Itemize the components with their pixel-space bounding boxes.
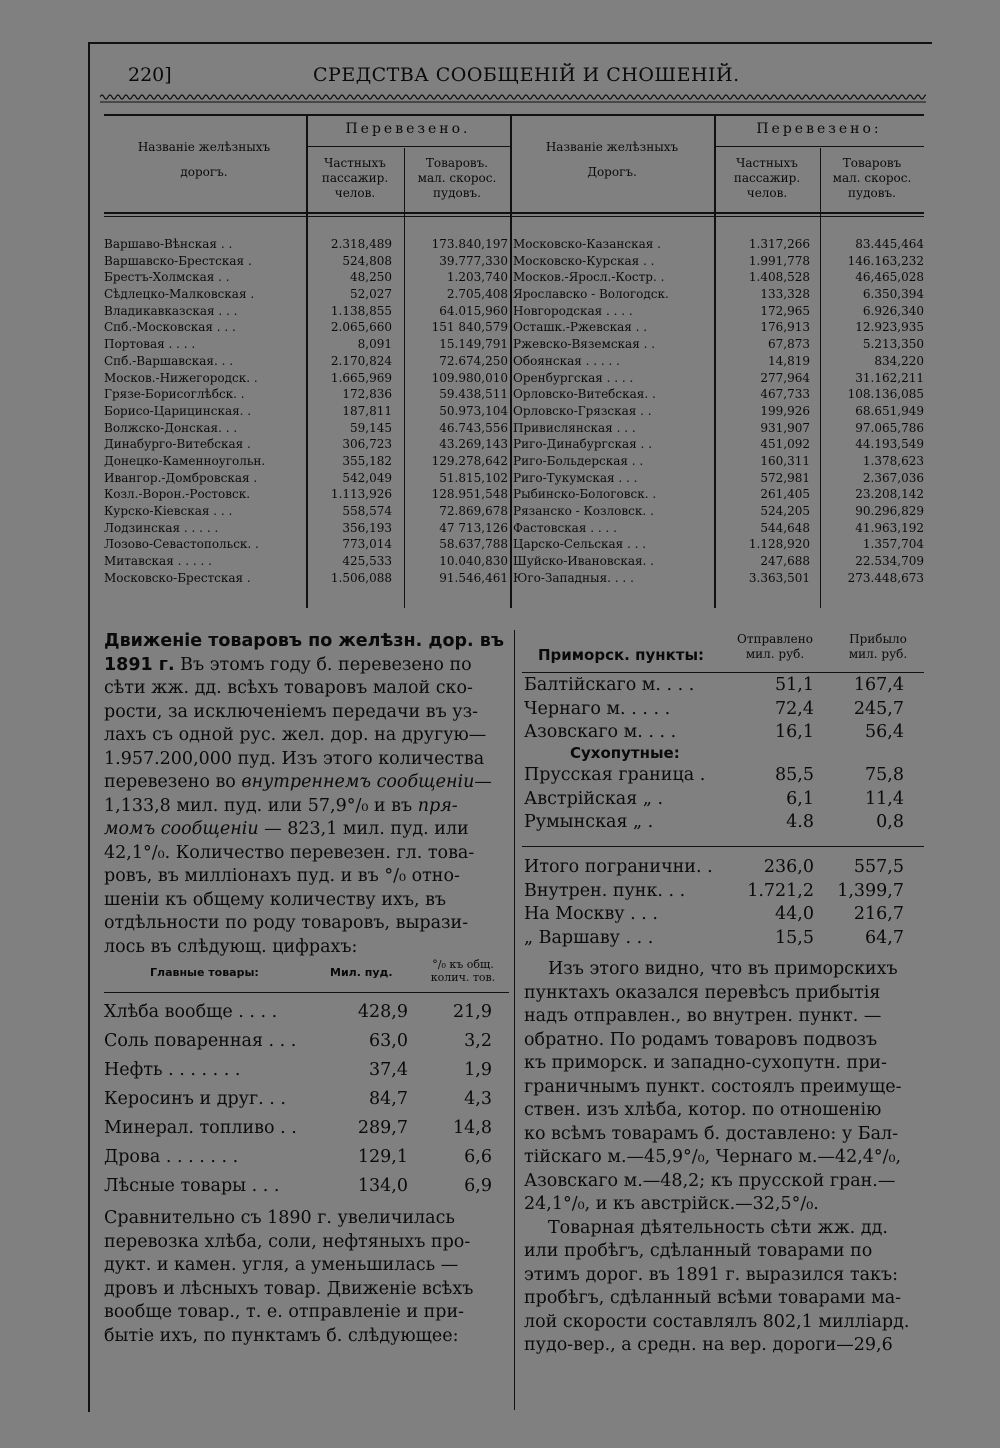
railway-name: Лозово-Севастопольск. . [104, 537, 259, 552]
railway-name: Ярославско - Вологодск. [513, 287, 669, 302]
cell: 6,1 [786, 788, 814, 809]
passenger-count: 773,014 [342, 537, 392, 552]
railway-name: Юго-Западныя. . . . [513, 570, 634, 585]
goods-count: 109.980,010 [431, 370, 508, 385]
header-line: пассажир. [321, 171, 389, 185]
cell: 245,7 [853, 698, 904, 719]
cell: 134,0 [357, 1176, 408, 1196]
passenger-count: 425,533 [342, 554, 392, 569]
text-line: Изъ этого видно, что въ приморскихъ [548, 959, 898, 979]
goods-count: 15.149,791 [439, 337, 508, 352]
railway-name: Москов.-Яросл.-Костр. . [513, 270, 665, 285]
cell: Соль поваренная . . . [104, 1031, 297, 1051]
header-line: колич. тов. [430, 971, 496, 984]
goods-count: 72.869,678 [439, 504, 508, 518]
text-line: бытіе ихъ, по пунктамъ б. слѣдующее: [104, 1325, 459, 1346]
section-heading: Движеніе товаровъ по желѣзн. дор. въ [104, 631, 505, 651]
text-line: отдѣльности по роду товаровъ, вырази- [104, 913, 469, 933]
goods-count: 68.651,949 [855, 403, 924, 418]
header-line: Отправлено [736, 632, 813, 646]
header-line: Дорогъ. [587, 165, 637, 179]
goods-count: 173.840,197 [431, 237, 508, 251]
passenger-count: 176,913 [760, 320, 810, 335]
header-line: Названіе желѣзныхъ [545, 140, 679, 154]
passenger-count: 2.170,824 [330, 353, 392, 368]
points-header: Приморск. пункты: [538, 646, 705, 664]
wavy-rule [100, 92, 926, 104]
header-line: мал. скорос. [417, 171, 497, 185]
passenger-count: 160,311 [760, 453, 810, 468]
passenger-count: 1.113,926 [330, 487, 392, 502]
text-line: граничнымъ пункт. состоялъ преимуще- [524, 1076, 902, 1097]
text-line: Въ этомъ году б. перевезено по [174, 654, 472, 675]
passenger-count: 48,250 [350, 270, 392, 285]
railway-name: Шуйско-Ивановская. . [513, 554, 654, 569]
goods-row [104, 1056, 509, 1085]
right-col1-header [714, 156, 820, 201]
railway-name: Орловско-Грязская . . [513, 403, 652, 418]
left-railway-names [104, 236, 304, 586]
page-number: 220] [128, 64, 172, 86]
goods-count: 273.448,673 [847, 570, 924, 585]
railway-name: Варшаво-Вѣнская . . [104, 237, 233, 251]
header-line: Товаровъ. [425, 156, 489, 170]
cell: 15,5 [775, 927, 814, 948]
cell: Австрійская „ . [524, 788, 664, 809]
cell: 21,9 [453, 1002, 492, 1022]
header-line: Частныхъ [736, 156, 798, 170]
text-line: дровъ и лѣсныхъ товар. Движеніе всѣхъ [104, 1278, 474, 1299]
cell: 51,1 [775, 675, 814, 695]
passenger-count: 524,808 [342, 253, 392, 268]
header-line: челов. [746, 186, 788, 200]
header-line: Частныхъ [324, 156, 386, 170]
text-line: лось въ слѣдующ. цифрахъ: [104, 936, 358, 957]
railway-name: Грязе-Борисоглѣбск. . [104, 387, 245, 402]
railway-name: Портовая . . . . [104, 337, 196, 352]
goods-count: 1.357,704 [862, 537, 924, 552]
cell: Балтійскаго м. . . . [524, 675, 695, 695]
text-line: 24,1°/₀, и къ австрійск.—32,5°/₀. [524, 1194, 819, 1214]
goods-count: 1.378,623 [862, 453, 924, 468]
goods-count: 90.296,829 [855, 504, 924, 518]
goods-count: 64.015,960 [439, 303, 508, 318]
goods-count: 46.743,556 [439, 420, 508, 435]
cell: 0,8 [876, 812, 904, 832]
goods-count: 2.367,036 [862, 470, 924, 485]
cell: 44,0 [775, 904, 814, 924]
goods-count: 6.926,340 [862, 303, 924, 318]
passenger-count: 1.408,528 [748, 270, 810, 285]
railway-name: Новгородская . . . . [513, 303, 633, 318]
left-name-header [104, 140, 304, 180]
cell: 63,0 [369, 1031, 408, 1051]
railway-name: Курско-Кіевская . . . [104, 504, 233, 518]
cell: Керосинъ и друг. . . [104, 1089, 286, 1109]
goods-count: 6.350,394 [862, 287, 924, 302]
cell: Азовскаго м. . . . [524, 722, 677, 742]
goods-count: 10.040,830 [439, 554, 508, 569]
railway-name: Московско-Казанская . [513, 237, 661, 251]
text-line: надъ отправлен., во внутрен. пункт. — [524, 1006, 882, 1026]
passenger-count: 542,049 [342, 470, 392, 485]
passenger-count: 467,733 [760, 387, 810, 402]
goods-count: 1.203,740 [446, 270, 508, 285]
goods-header-pct [418, 958, 508, 984]
point-row [524, 674, 924, 698]
points-col2-header [828, 632, 928, 662]
passenger-count: 1.991,778 [748, 253, 810, 268]
cell: 557,5 [853, 857, 904, 877]
points-col1-header [720, 632, 830, 662]
text-line: Азовскаго м.—48,2; къ прусской гран.— [524, 1170, 896, 1191]
point-row [524, 903, 924, 927]
goods-count: 51.815,102 [439, 470, 508, 485]
text-line: этимъ дорог. въ 1891 г. выразился такъ: [524, 1264, 898, 1285]
passenger-count: 558,574 [342, 504, 392, 518]
goods-count: 47 713,126 [439, 520, 508, 535]
railway-name: Волжско-Донская. . . [104, 420, 238, 435]
text-line: пробѣгъ, сдѣланный всѣми товарами ма- [524, 1288, 902, 1308]
goods-count: 129.278,642 [431, 453, 508, 468]
cell: 14,8 [453, 1118, 492, 1138]
right-name-header [512, 140, 712, 180]
railway-name: Московско-Курская . . [513, 253, 655, 268]
goods-count: 91.546,461 [439, 570, 508, 585]
goods-row [104, 998, 509, 1027]
goods-count: 72.674,250 [439, 353, 508, 368]
text-fragment: — [474, 772, 492, 792]
cell: 4,3 [464, 1089, 492, 1109]
left-col2-header [404, 156, 510, 201]
railway-name: Лодзинская . . . . . [104, 520, 219, 535]
passenger-count: 14,819 [768, 353, 810, 368]
cell: Нефть . . . . . . . [104, 1060, 241, 1080]
goods-count: 146.163,232 [847, 253, 924, 268]
goods-count: 12.923,935 [855, 320, 924, 335]
cell: 75,8 [865, 765, 904, 785]
goods-count: 834,220 [874, 353, 924, 368]
page-header [128, 64, 918, 92]
text-line: ствен. изъ хлѣба, котор. по отношенію [524, 1100, 882, 1120]
railway-name: Ивангор.-Домбровская . [104, 470, 258, 485]
left-col1-header [306, 156, 404, 201]
text-line: перевозка хлѣба, соли, нефтяныхъ про- [104, 1231, 471, 1252]
railway-name: Москов.-Нижегородск. . [104, 370, 258, 385]
goods-row [104, 1143, 509, 1172]
passenger-count: 355,182 [342, 453, 392, 468]
text-line: обратно. По родамъ товаровъ подвозъ [524, 1029, 878, 1050]
cell: 3,2 [464, 1031, 492, 1051]
right-col2-header [820, 156, 924, 201]
text-line: къ приморск. и западно-сухопутн. при- [524, 1053, 887, 1073]
passenger-count: 1.506,088 [330, 570, 392, 585]
cell: 56,4 [865, 722, 904, 742]
left-column-text-2 [104, 1207, 509, 1348]
cell: 37,4 [369, 1060, 408, 1080]
point-row [524, 764, 924, 788]
goods-count: 2.705,408 [446, 287, 508, 302]
goods-row [104, 1172, 509, 1201]
cell: 1,399,7 [837, 880, 904, 901]
railway-name: Спб.-Московская . . . [104, 320, 236, 335]
cell: Прусская граница . [524, 765, 706, 785]
goods-count: 83.445,464 [855, 237, 924, 251]
passenger-count: 172,965 [760, 303, 810, 318]
goods-count: 97.065,786 [855, 420, 924, 435]
passenger-count: 306,723 [342, 437, 392, 452]
passenger-count: 8,091 [357, 337, 392, 352]
passenger-count: 67,873 [768, 337, 810, 352]
text-line: Товарная дѣятельность сѣти жж. дд. [548, 1217, 888, 1238]
passenger-count: 356,193 [342, 520, 392, 535]
goods-rows [104, 998, 509, 1201]
text-line: пунктахъ оказался перевѣсъ прибытія [524, 982, 881, 1003]
passenger-count: 2.318,489 [330, 237, 392, 251]
goods-count: 41.963,192 [855, 520, 924, 535]
railway-name: Риго-Тукумская . . . [513, 470, 638, 485]
right-column-text [524, 958, 926, 1358]
text-line: тійскаго м.—45,9°/₀, Чернаго м.—42,4°/₀, [524, 1147, 902, 1167]
cell: 84,7 [369, 1089, 408, 1109]
railway-name: Московско-Брестская . [104, 570, 251, 585]
header-line: мил. руб. [848, 647, 908, 661]
cell: 216,7 [853, 904, 904, 924]
left-passengers [306, 236, 392, 586]
cell: 85,5 [775, 765, 814, 785]
point-row [524, 811, 924, 835]
point-row [524, 788, 924, 812]
railway-name: Донецко-Каменноугольн. [104, 453, 266, 468]
cell: „ Варшаву . . . [524, 927, 654, 948]
land-points-header: Сухопутные: [570, 744, 680, 762]
passenger-count: 544,648 [760, 520, 810, 535]
header-line: пудовъ. [848, 186, 896, 200]
goods-count: 50.973,104 [439, 403, 508, 418]
header-line: пассажир. [733, 171, 801, 185]
goods-count: 23.208,142 [855, 487, 924, 502]
passenger-count: 524,205 [760, 504, 810, 518]
railway-name: Владикавказская . . . [104, 303, 238, 318]
passenger-count: 277,964 [760, 370, 810, 385]
page-title: СРЕДСТВА СООБЩЕНІЙ И СНОШЕНІЙ. [313, 64, 740, 86]
header-line: °/₀ къ общ. [432, 958, 494, 971]
cell: 64,7 [865, 927, 904, 948]
right-goods [820, 236, 924, 586]
text-line: дукт. и камен. угля, а уменьшилась — [104, 1255, 459, 1275]
cell: Румынская „ . [524, 812, 654, 832]
railway-name: Орловско-Витебская. . [513, 387, 656, 402]
goods-header-mil: Мил. пуд. [330, 966, 393, 979]
header-line: мал. скорос. [832, 171, 912, 185]
text-line: шеніи къ общему количеству ихъ, въ [104, 889, 447, 910]
right-railway-names [513, 236, 711, 586]
point-row [524, 927, 924, 951]
railway-name: Риго-Динабургская . . [513, 437, 653, 452]
railway-name: Козл.-Ворон.-Ростовск. [104, 487, 251, 502]
cell: Итого погранични. . [524, 857, 713, 877]
cell: 167,4 [853, 675, 904, 695]
railway-name: Митавская . . . . . [104, 554, 212, 569]
text-line: перевезено во [104, 772, 242, 792]
railway-name: Царско-Сельская . . . [513, 537, 647, 552]
railway-name: Динабурго-Витебская . [104, 437, 251, 452]
land-points-rows [524, 764, 924, 835]
cell: 289,7 [357, 1118, 408, 1138]
text-line: ко всѣмъ товарамъ б. доставлено: у Бал- [524, 1123, 899, 1144]
railway-name: Сѣдлецко-Малковская . [104, 287, 255, 302]
cell: 6,9 [464, 1176, 492, 1196]
railway-name: Варшавско-Брестская . [104, 253, 252, 268]
header-line: Названіе желѣзныхъ [137, 140, 271, 154]
passenger-count: 52,027 [350, 287, 392, 302]
cell: 1,9 [464, 1060, 492, 1080]
cell: Дрова . . . . . . . [104, 1147, 239, 1167]
cell: На Москву . . . [524, 904, 658, 924]
left-goods [404, 236, 508, 586]
goods-count: 31.162,211 [855, 370, 924, 385]
text-line: ровъ, въ милліонахъ пуд. и въ °/₀ отно- [104, 866, 460, 886]
header-line: дорогъ. [180, 165, 228, 179]
cell: 1.721,2 [747, 880, 814, 901]
passenger-count: 59,145 [350, 420, 392, 435]
passenger-count: 261,405 [760, 487, 810, 502]
point-row [524, 721, 924, 745]
cell: Минерал. топливо . . [104, 1118, 297, 1138]
goods-row [104, 1085, 509, 1114]
text-line: сѣти жж. дд. всѣхъ товаровъ малой ско- [104, 678, 473, 698]
goods-count: 44.193,549 [855, 437, 924, 452]
goods-count: 128.951,548 [431, 487, 508, 502]
cell: 16,1 [775, 722, 814, 742]
passenger-count: 3.363,501 [748, 570, 810, 585]
header-line: челов. [334, 186, 376, 200]
cell: Внутрен. пунк. . . [524, 880, 686, 901]
passenger-count: 572,981 [760, 470, 810, 485]
goods-count: 46,465,028 [855, 270, 924, 285]
cell: 72,4 [775, 698, 814, 719]
goods-row [104, 1114, 509, 1143]
passenger-count: 2.065,660 [330, 320, 392, 335]
railway-name: Борисо-Царицинская. . [104, 403, 252, 418]
cell: 129,1 [357, 1147, 408, 1167]
passenger-count: 1.128,920 [748, 537, 810, 552]
railway-name: Рыбинско-Бологовск. . [513, 487, 657, 502]
point-row [524, 880, 924, 904]
cell: 6,6 [464, 1147, 492, 1167]
passenger-count: 172,836 [342, 387, 392, 402]
point-row [524, 856, 924, 880]
point-row [524, 698, 924, 722]
text-line: лахъ съ одной рус. жел. дор. на другую— [104, 725, 487, 745]
railway-name: Риго-Больдерская . . [513, 453, 644, 468]
railway-name: Спб.-Варшавская. . . [104, 353, 234, 368]
column-divider [514, 630, 515, 1410]
cell: Чернаго м. . . . . [524, 698, 671, 719]
header-line: мил. руб. [745, 647, 805, 661]
cell: 428,9 [357, 1002, 408, 1022]
railway-name: Оренбургская . . . . [513, 370, 634, 385]
text-line: Сравнительно съ 1890 г. увеличилась [104, 1208, 455, 1228]
text-line: лой скорости составлялъ 802,1 милліард. [524, 1311, 910, 1332]
right-passengers [714, 236, 810, 586]
goods-count: 151 840,579 [431, 320, 508, 335]
railway-name: Фастовская . . . . [513, 520, 617, 535]
cell: Лѣсные товары . . . [104, 1176, 280, 1196]
text-line: пудо-вер., а средн. на вер. дороги—29,6 [524, 1335, 893, 1355]
passenger-count: 199,926 [760, 403, 810, 418]
railway-name: Ржевско-Вяземская . . [513, 337, 656, 352]
header-line: Прибыло [849, 632, 907, 646]
goods-count: 108.136,085 [847, 387, 924, 402]
header-line: пудовъ. [433, 186, 481, 200]
goods-count: 22.534,709 [855, 554, 924, 569]
text-line: 42,1°/₀. Количество перевезен. гл. това- [104, 842, 475, 863]
text-line: 1.957.200,000 пуд. Изъ этого количества [104, 748, 485, 769]
cell: 4.8 [786, 812, 814, 832]
section-heading-year: 1891 г. [104, 654, 175, 675]
sea-points-rows [524, 674, 924, 745]
passenger-count: 1.665,969 [330, 370, 392, 385]
passenger-count: 187,811 [342, 403, 392, 418]
railway-name: Брестъ-Холмская . . [104, 270, 230, 285]
text-line: вообще товар., т. е. отправленіе и при- [104, 1302, 465, 1322]
goods-row [104, 1027, 509, 1056]
italic-text: момъ сообщеніи [104, 819, 259, 839]
passenger-count: 451,092 [760, 437, 810, 452]
passenger-count: 1.138,855 [330, 303, 392, 318]
text-line: 1,133,8 мил. пуд. или 57,9°/₀ и въ [104, 795, 418, 816]
goods-count: 43.269,143 [439, 437, 508, 452]
totals-rows [524, 856, 924, 950]
railway-name: Осташк.-Ржевская . . [513, 320, 648, 335]
goods-count: 59.438,511 [439, 387, 508, 402]
goods-count: 58.637,788 [439, 537, 508, 552]
right-group-header: Перевезено: [756, 121, 882, 137]
cell: Хлѣба вообще . . . . [104, 1002, 278, 1022]
goods-count: 5.213,350 [862, 337, 924, 352]
passenger-count: 247,688 [760, 554, 810, 569]
left-column-text [104, 630, 509, 959]
left-group-header: Перевезено. [345, 121, 471, 137]
passenger-count: 931,907 [760, 420, 810, 435]
text-line: — 823,1 мил. пуд. или [258, 819, 469, 839]
railway-name: Привислянская . . . [513, 420, 636, 435]
header-line: Товаровъ [842, 156, 902, 170]
goods-header-name: Главные товары: [150, 966, 259, 979]
text-line: рости, за исключеніемъ передачи въ уз- [104, 701, 479, 722]
cell: 236,0 [763, 857, 814, 877]
italic-text: пря- [417, 795, 458, 816]
goods-count: 39.777,330 [439, 253, 508, 268]
passenger-count: 1.317,266 [748, 237, 810, 251]
railway-name: Обоянская . . . . . [513, 353, 620, 368]
text-line: или пробѣгъ, сдѣланный товарами по [524, 1241, 873, 1261]
cell: 11,4 [865, 788, 904, 809]
railway-name: Рязанско - Козловск. . [513, 504, 654, 518]
passenger-count: 133,328 [760, 287, 810, 302]
italic-text: внутреннемъ сообщеніи [241, 772, 475, 792]
